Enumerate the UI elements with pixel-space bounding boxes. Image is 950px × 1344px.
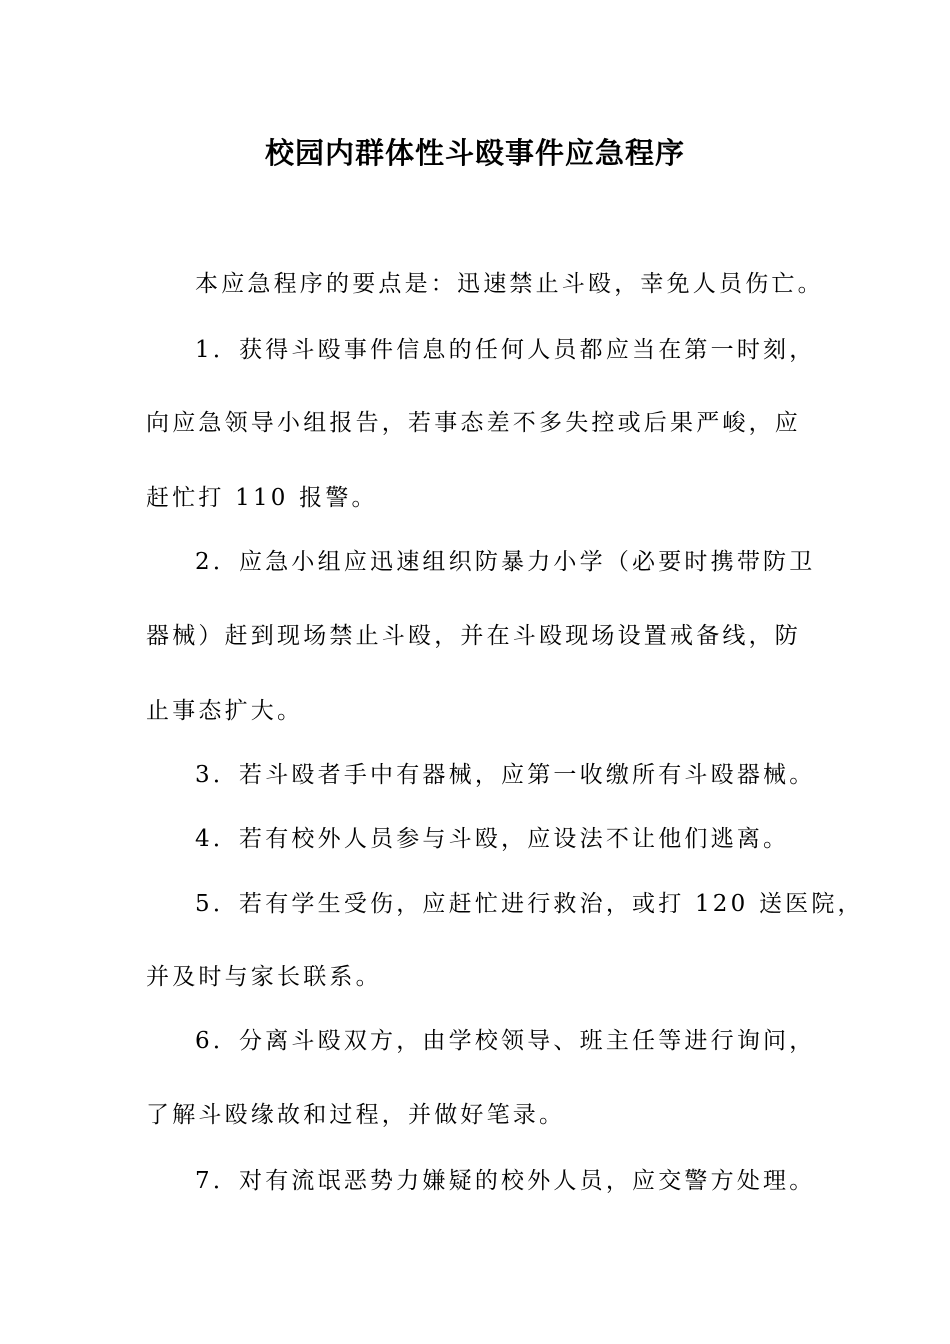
- paragraph-1-line-2: 向应急领导小组报告，若事态差不多失控或后果严峻，应: [146, 410, 801, 436]
- paragraph-3: 3．若斗殴者手中有器械，应第一收缴所有斗殴器械。: [195, 762, 816, 788]
- paragraph-6-line-1: 6．分离斗殴双方，由学校领导、班主任等进行询问，: [195, 1028, 816, 1054]
- paragraph-2-line-2: 器械）赶到现场禁止斗殴，并在斗殴现场设置戒备线，防: [146, 623, 801, 649]
- paragraph-5-line-1: 5．若有学生受伤，应赶忙进行救治，或打 120 送医院，: [195, 891, 864, 917]
- paragraph-1-line-3: 赶忙打 110 报警。: [146, 485, 378, 511]
- paragraph-intro: 本应急程序的要点是：迅速禁止斗殴，幸免人员伤亡。: [195, 271, 824, 297]
- paragraph-2-line-1: 2．应急小组应迅速组织防暴力小学（必要时携带防卫: [195, 549, 816, 575]
- paragraph-2-line-3: 止事态扩大。: [146, 698, 304, 724]
- paragraph-4: 4．若有校外人员参与斗殴，应设法不让他们逃离。: [195, 826, 790, 852]
- paragraph-6-line-2: 了解斗殴缘故和过程，并做好笔录。: [146, 1102, 566, 1128]
- document-title: 校园内群体性斗殴事件应急程序: [264, 136, 685, 170]
- paragraph-5-line-2: 并及时与家长联系。: [146, 964, 382, 990]
- paragraph-7: 7．对有流氓恶势力嫌疑的校外人员，应交警方处理。: [195, 1168, 816, 1194]
- paragraph-1-line-1: 1．获得斗殴事件信息的任何人员都应当在第一时刻，: [195, 337, 816, 363]
